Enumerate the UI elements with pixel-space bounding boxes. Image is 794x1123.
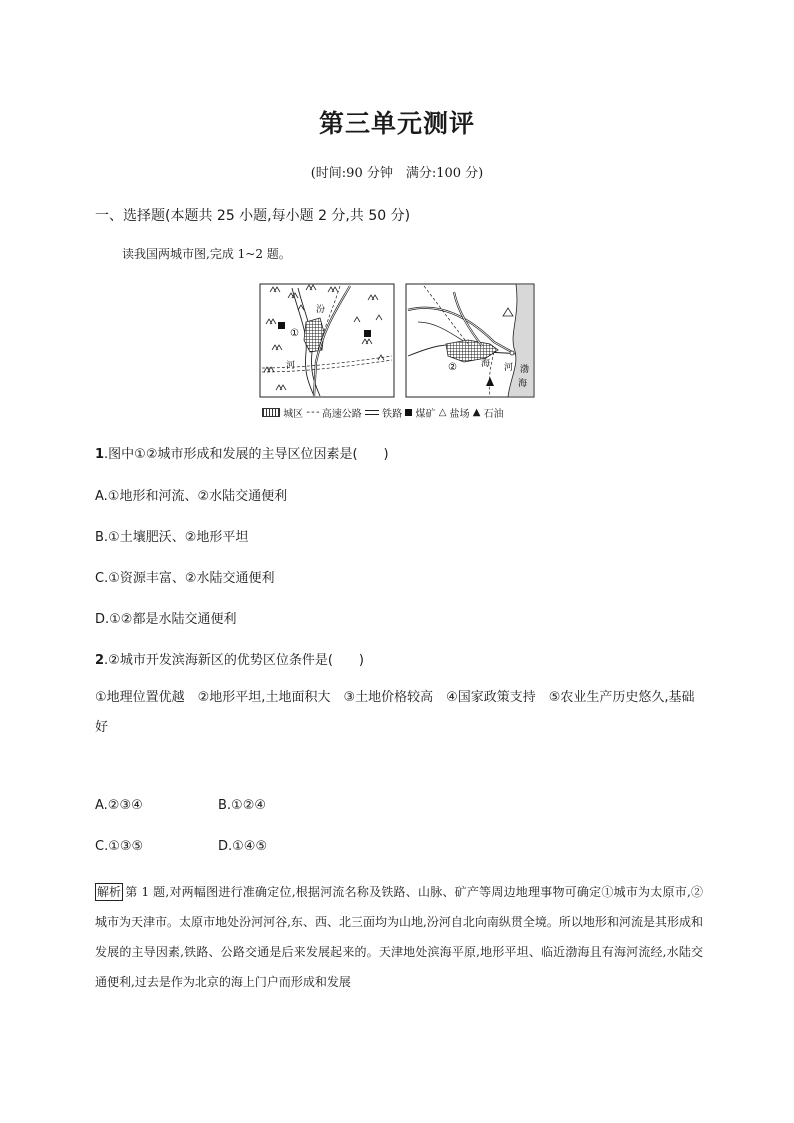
coal-mine-icon bbox=[278, 322, 285, 329]
option-2c: C.①③⑤ bbox=[95, 839, 144, 854]
option-1c: C.①资源丰富、②水陆交通便利 bbox=[95, 571, 275, 586]
analysis-tag: 解析 bbox=[97, 885, 122, 899]
coal-mine-icon bbox=[364, 330, 371, 337]
option-1d: D.①②都是水陆交通便利 bbox=[95, 612, 237, 627]
salt-field-icon: △ bbox=[438, 407, 447, 418]
analysis-block bbox=[95, 877, 703, 997]
option-1b: B.①土壤肥沃、②地形平坦 bbox=[95, 530, 249, 545]
legend-highway: 高速公路 bbox=[321, 409, 362, 420]
question-2-statements: ①地理位置优越 ②地形平坦,土地面积大 ③土地价格较高 ④国家政策支持 ⑤农业生产历史悠久,基础好 bbox=[95, 690, 695, 735]
analysis-text: 第 1 题,对两幅图进行准确定位,根据河流名称及铁路、山脉、矿产等周边地理事物可确定①城市为太原市,②城市为天津市。太原市地处汾河河谷,东、西、北三面均为山地,汾河自北向南纵贯全境。所以地形和河流是其形成和发展的主导因素,铁路、公路交通是后来发展起来的。天津地处滨海平原,地形平坦、临近渤海且有海河流经,水陆交通便利,过去是作为北京的海上门户而形成和发展 bbox=[95, 885, 703, 989]
river-label: 海 bbox=[481, 359, 491, 369]
option-2b: B.①②④ bbox=[218, 798, 267, 813]
river-label: 汾 bbox=[316, 305, 326, 315]
question-2 bbox=[95, 649, 364, 668]
legend-coal: 煤矿 bbox=[415, 409, 436, 420]
sea-label: 海 bbox=[518, 379, 528, 389]
railway-swatch bbox=[365, 410, 379, 415]
question-number: 1 bbox=[95, 447, 105, 462]
question-stem: .图中①②城市形成和发展的主导区位因素是( ) bbox=[104, 447, 389, 462]
urban-swatch bbox=[262, 408, 280, 417]
legend-oil: 石油 bbox=[483, 409, 504, 420]
question-intro: 读我国两城市图,完成 1~2 题。 bbox=[122, 247, 291, 261]
sea-label: 渤 bbox=[520, 365, 530, 375]
oil-icon: ▲ bbox=[472, 407, 481, 418]
option-2d: D.①④⑤ bbox=[218, 839, 268, 854]
exam-info: (时间:90 分钟 满分:100 分) bbox=[310, 166, 484, 181]
legend-salt: 盐场 bbox=[449, 409, 470, 420]
map-legend bbox=[262, 405, 562, 420]
legend-urban: 城区 bbox=[283, 409, 304, 420]
river-label: 河 bbox=[504, 363, 514, 373]
map-tianjin bbox=[406, 284, 534, 397]
option-2a: A.②③④ bbox=[95, 798, 143, 813]
page-title: 第三单元测评 bbox=[318, 109, 475, 138]
question-number: 2 bbox=[95, 653, 105, 668]
map-taiyuan bbox=[260, 284, 394, 397]
city-marker: ② bbox=[448, 362, 457, 373]
legend-railway: 铁路 bbox=[382, 409, 403, 420]
coal-mine-icon bbox=[405, 409, 412, 416]
option-1a: A.①地形和河流、②水陆交通便利 bbox=[95, 489, 288, 504]
question-1 bbox=[95, 443, 389, 462]
city-marker: ① bbox=[290, 328, 299, 339]
section-heading: 一、选择题(本题共 25 小题,每小题 2 分,共 50 分) bbox=[95, 208, 411, 224]
highway-swatch: - - - bbox=[306, 407, 319, 418]
question-stem: .②城市开发滨海新区的优势区位条件是( ) bbox=[104, 653, 364, 668]
city-maps-figure bbox=[258, 282, 538, 402]
river-label: 河 bbox=[286, 361, 296, 371]
